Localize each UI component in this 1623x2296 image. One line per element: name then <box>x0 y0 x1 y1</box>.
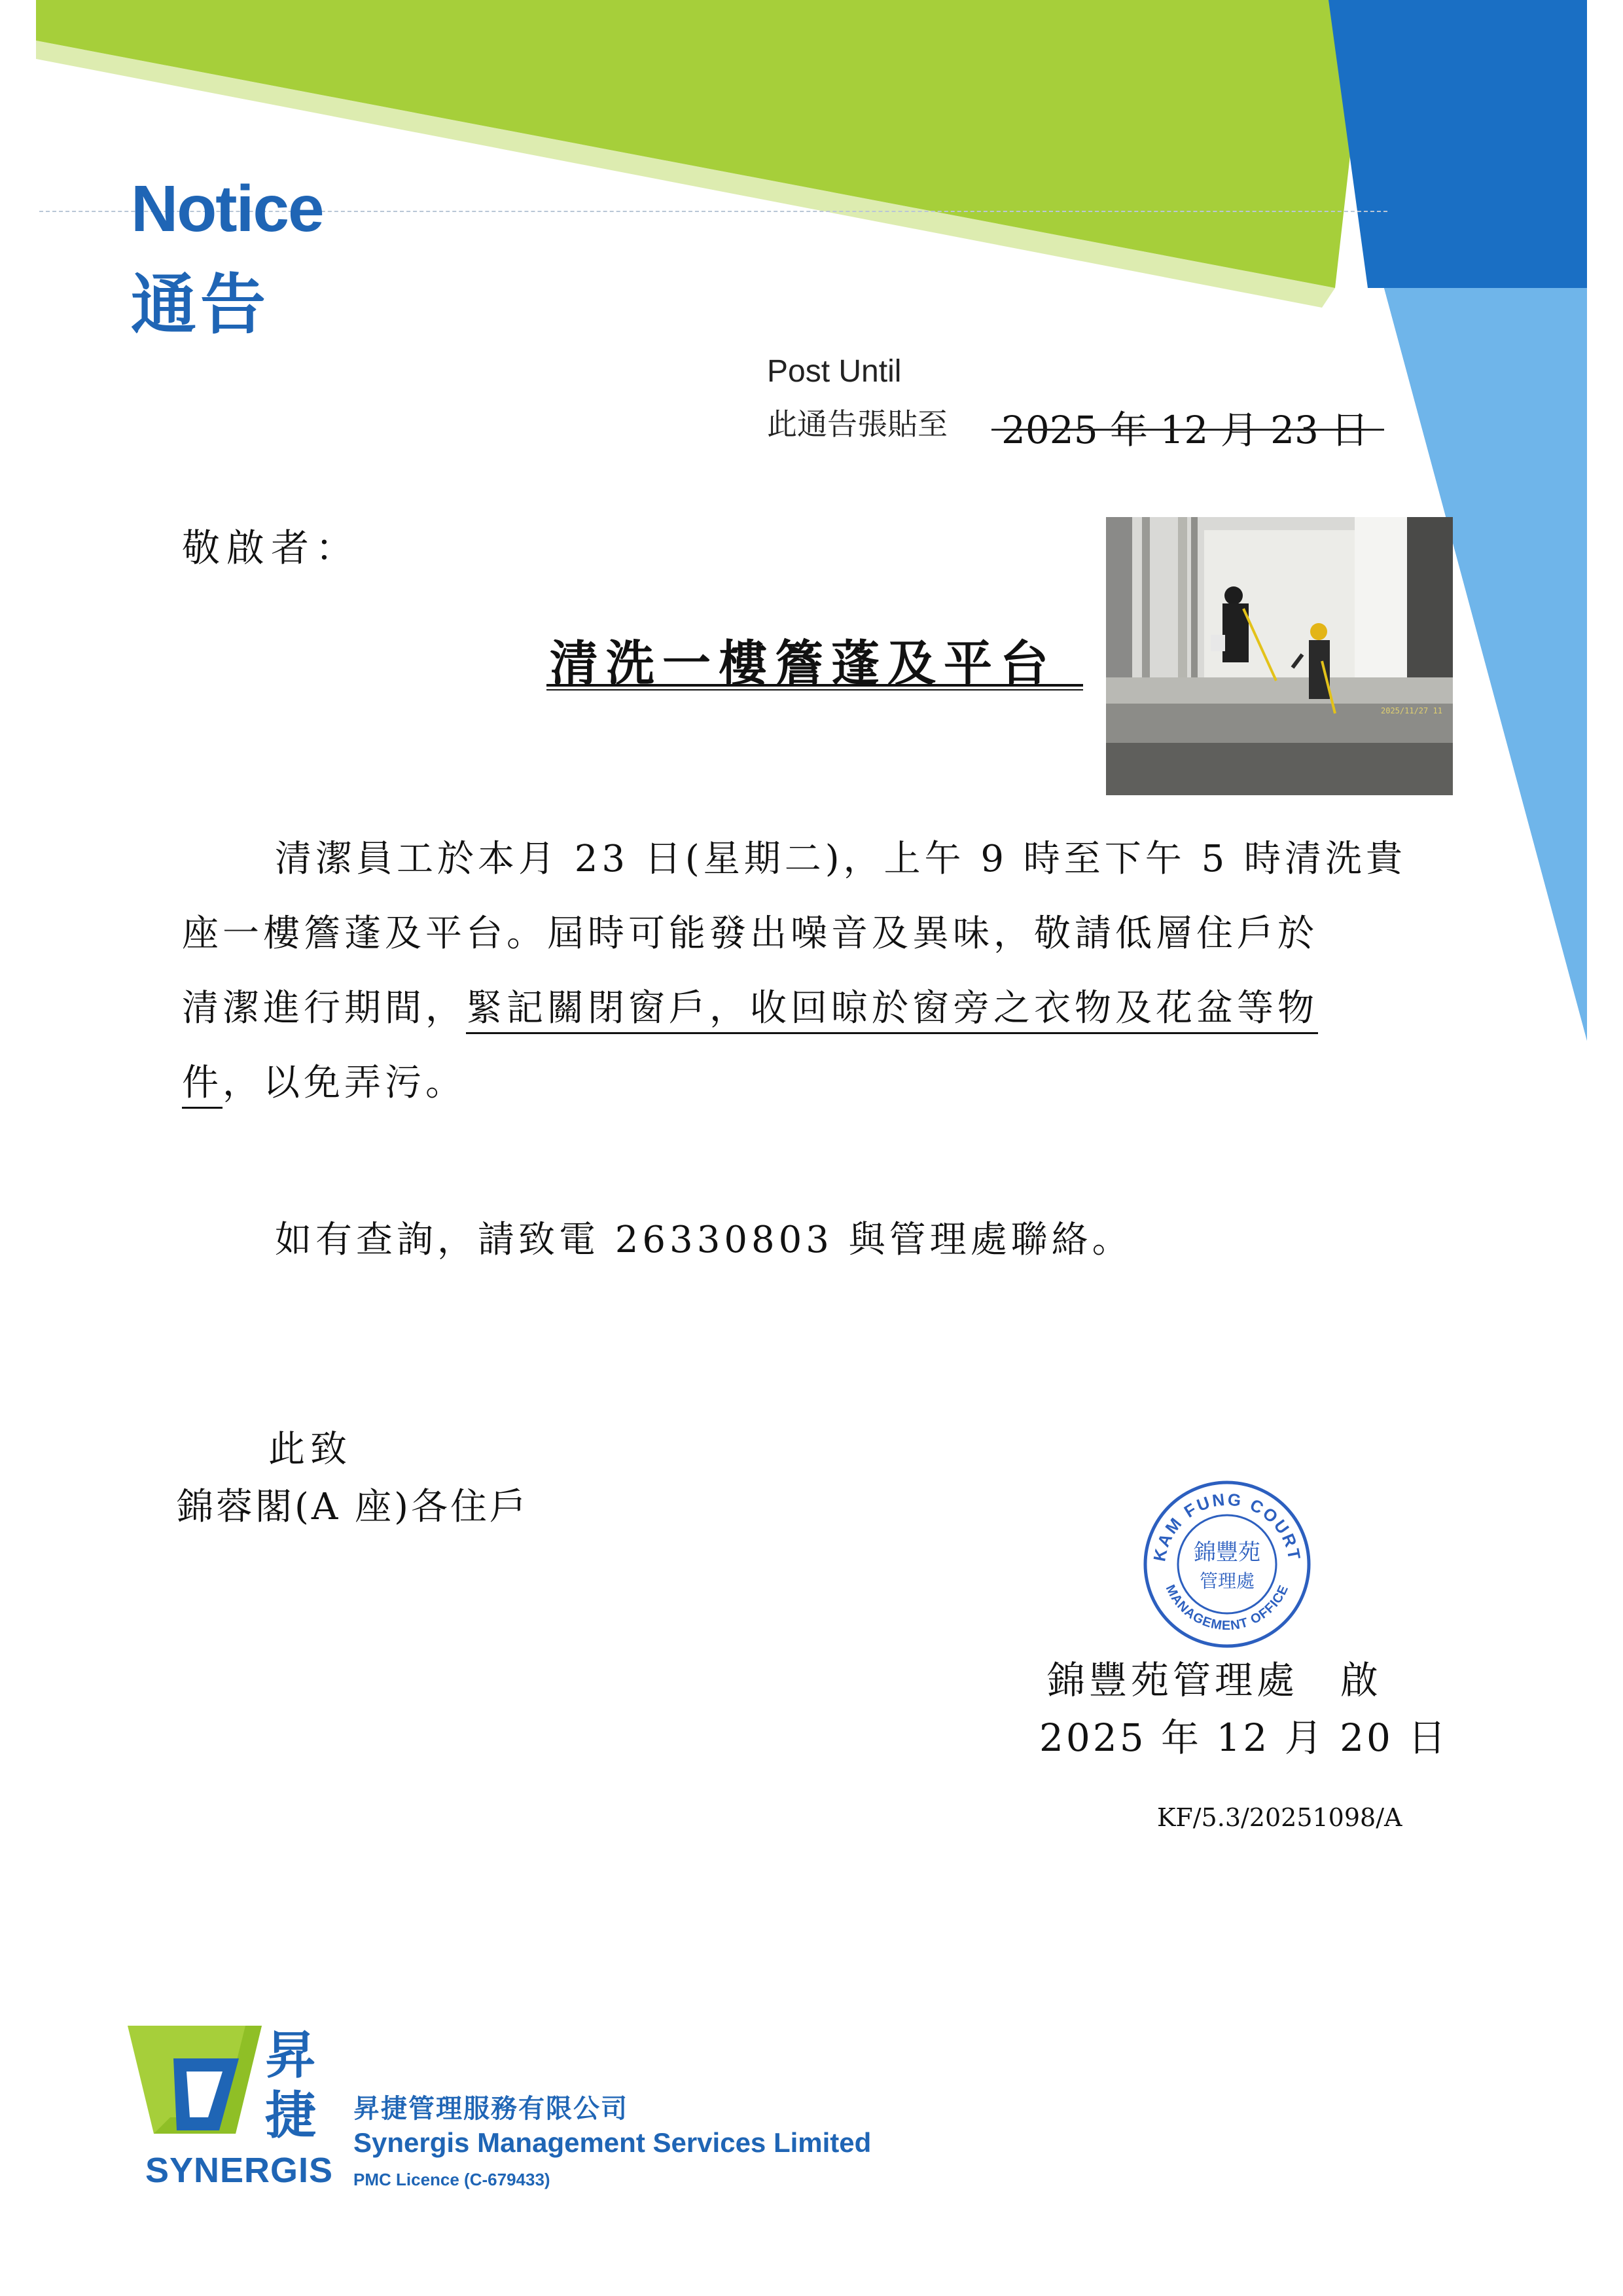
notice-subject: 清洗一樓簷蓬及平台 <box>550 636 1056 692</box>
reference-number: KF/5.3/20251098/A <box>1157 1803 1402 1832</box>
salutation: 敬啟者： <box>182 526 361 570</box>
company-name-zh: 昇捷管理服務有限公司 <box>353 2094 628 2124</box>
body-line-4-emphasis: 件 <box>182 1062 223 1109</box>
stamp-center-line2: 管理處 <box>1199 1570 1255 1592</box>
synergis-logo-icon <box>124 2019 281 2170</box>
body-line-1: 清潔員工於本月 23 日(星期二)，上午 9 時至下午 5 時清洗貴 <box>275 838 1407 880</box>
post-until-label-zh: 此通告張貼至 <box>767 406 948 442</box>
logo-wordmark: SYNERGIS <box>145 2151 334 2190</box>
notice-title-zh: 通告 <box>131 266 270 343</box>
logo-char-1: 昇 <box>265 2026 317 2085</box>
body-line-3-plain: 清潔進行期間， <box>182 987 466 1030</box>
body-line-3-emphasis: 緊記關閉窗戶，收回晾於窗旁之衣物及花盆等物 <box>466 987 1318 1034</box>
notice-title-en: Notice <box>131 172 323 245</box>
logo-char-2: 捷 <box>265 2087 317 2145</box>
closing-line-1: 此致 <box>268 1428 352 1471</box>
post-until-label: Post Until <box>767 354 902 389</box>
body-line-4 <box>182 1054 466 1106</box>
enquiry-line: 如有查詢，請致電 26330803 與管理處聯絡。 <box>275 1219 1133 1261</box>
signer: 錦豐苑管理處 啟 <box>1047 1658 1383 1702</box>
post-until-strikethrough <box>991 429 1384 431</box>
pmc-licence: PMC Licence (C-679433) <box>353 2170 550 2189</box>
body-line-2: 座一樓簷蓬及平台。屆時可能發出噪音及異味，敬請低層住戶於 <box>182 912 1318 955</box>
photo-timestamp: 2025/11/27 11 <box>1381 706 1442 715</box>
body-line-4-plain: ，以免弄污。 <box>223 1062 466 1104</box>
right-margin <box>1587 0 1623 2296</box>
blue-wedge-dark <box>1329 0 1587 288</box>
stamp-arc-text: KAM FUNG COURT <box>1149 1489 1305 1564</box>
letter-date: 2025 年 12 月 20 日 <box>1039 1715 1449 1760</box>
subject-underline <box>546 684 1083 687</box>
cleaning-photo <box>1106 517 1453 795</box>
stamp-center-line1: 錦豐苑 <box>1194 1539 1260 1566</box>
management-office-stamp <box>1139 1476 1315 1653</box>
post-until-date: 2025 年 12 月 23 日 <box>1001 408 1369 452</box>
logo-chinese <box>265 2026 317 2146</box>
company-name-en: Synergis Management Services Limited <box>353 2127 872 2158</box>
body-line-3 <box>182 979 1318 1031</box>
stamp-bottom-text: MANAGEMENT OFFICE <box>1162 1583 1292 1634</box>
subject-underline-2 <box>546 689 1083 691</box>
recipient-line: 錦蓉閣(A 座)各住戶 <box>177 1486 529 1528</box>
